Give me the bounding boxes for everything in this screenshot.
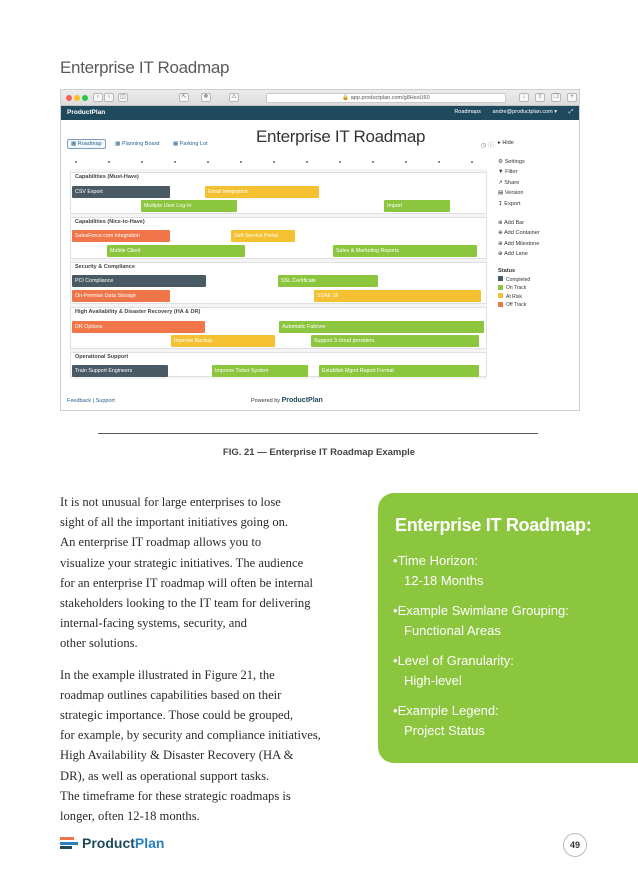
callout-box bbox=[378, 493, 638, 763]
forward-icon[interactable]: › bbox=[104, 93, 114, 102]
nav-right bbox=[444, 109, 573, 116]
roadmap-bar[interactable]: PCI Compliance bbox=[72, 275, 206, 287]
url-bar[interactable] bbox=[266, 93, 506, 103]
roadmap-controls bbox=[481, 140, 494, 149]
legend-label: Off Track bbox=[506, 302, 527, 309]
powered-by bbox=[251, 397, 323, 404]
sidebar-item-label: Add Milestone bbox=[503, 240, 540, 247]
roadmap-bar[interactable]: SSAE 16 bbox=[314, 290, 481, 302]
callout-item bbox=[393, 551, 633, 591]
roadmap-bar[interactable]: On-Premise Data Storage bbox=[72, 290, 170, 302]
callout-list bbox=[393, 551, 633, 751]
roadmap-bar[interactable]: Self-Service Portal bbox=[231, 230, 295, 242]
sidebar-item-label: Share bbox=[504, 179, 520, 186]
timeline-tick bbox=[240, 161, 242, 163]
timeline-tick bbox=[438, 161, 440, 163]
swimlane[interactable] bbox=[70, 262, 487, 304]
roadmap-bar[interactable]: Train Support Engineers bbox=[72, 365, 168, 377]
sidebar-item-label: Filter bbox=[505, 169, 518, 176]
roadmap-bar[interactable]: Automatic Failover bbox=[279, 321, 484, 333]
callout-item-value: Functional Areas bbox=[404, 623, 501, 638]
tab-roadmap[interactable] bbox=[67, 139, 106, 149]
legend-label: Completed bbox=[506, 276, 531, 283]
roadmap-bar[interactable]: Sales & Marketing Reports bbox=[333, 245, 477, 257]
new-tab-icon[interactable]: + bbox=[567, 93, 577, 102]
zoom-dot[interactable] bbox=[82, 95, 88, 101]
tabs-icon[interactable]: ❐ bbox=[551, 93, 561, 102]
nav-roadmaps-link[interactable]: Roadmaps bbox=[454, 109, 481, 115]
legend-label: At Risk bbox=[506, 293, 522, 300]
figure-caption: FIG. 21 — Enterprise IT Roadmap Example bbox=[222, 447, 416, 458]
body-text bbox=[60, 492, 370, 826]
roadmap-bar[interactable]: SalesForce.com Integration bbox=[72, 230, 170, 242]
gear-icon: ⚙ bbox=[498, 158, 505, 165]
tab-parking-lot[interactable] bbox=[169, 139, 212, 149]
roadmap-bar[interactable]: SSL Certificate bbox=[278, 275, 378, 287]
legend-swatch bbox=[498, 302, 503, 307]
url-text: app.productplan.com/g8HxoU60 bbox=[350, 95, 430, 101]
swimlane-label[interactable]: Capabilities (Nice-to-Have) bbox=[75, 219, 145, 225]
timeline-tick bbox=[207, 161, 209, 163]
minimize-dot[interactable] bbox=[74, 95, 80, 101]
add-milestone-button[interactable] bbox=[498, 239, 578, 250]
callout-item-value: Project Status bbox=[404, 723, 485, 738]
view-tabs bbox=[67, 139, 216, 149]
plus-circle-icon: ⊕ bbox=[498, 240, 504, 247]
add-container-button[interactable] bbox=[498, 228, 578, 239]
sidebar-item-label: Export bbox=[504, 200, 521, 207]
hide-toggle[interactable] bbox=[498, 138, 578, 149]
timeline-tick bbox=[306, 161, 308, 163]
paragraph: It is not unusual for large enterprises to lose sight of all the important initiatives going on. An enterprise IT roadmap allows you to visualize your strategic initiatives. The audience for an enterprise IT roadmap will often be internal stakeholders looking to the IT team for delivering internal-facing systems, security, and other solutions. bbox=[60, 495, 313, 651]
roadmap-bar[interactable]: Email Integration bbox=[205, 186, 319, 198]
legend-swatch bbox=[498, 276, 503, 281]
close-dot[interactable] bbox=[66, 95, 72, 101]
callout-item bbox=[393, 601, 633, 641]
legend-off-track bbox=[498, 301, 578, 310]
callout-item bbox=[393, 701, 633, 741]
callout-item bbox=[393, 651, 633, 691]
callout-item-label: • Example Legend: bbox=[393, 703, 499, 718]
timeline-tick bbox=[372, 161, 374, 163]
callout-item-label: • Time Horizon: bbox=[393, 553, 478, 568]
legend-completed bbox=[498, 276, 578, 285]
productplan-logo bbox=[60, 835, 164, 851]
swimlane-label[interactable]: Security & Compliance bbox=[75, 264, 135, 270]
add-lane-button[interactable] bbox=[498, 249, 578, 260]
filter-icon: ▼ bbox=[498, 169, 506, 176]
roadmap-bar[interactable]: CSV Export bbox=[72, 186, 170, 198]
swimlane[interactable] bbox=[70, 172, 487, 214]
export-icon: ↧ bbox=[498, 200, 505, 207]
logo-mark-icon bbox=[60, 837, 78, 849]
logo-product: Product bbox=[82, 835, 135, 851]
version-icon: ▤ bbox=[498, 190, 505, 197]
legend-at-risk bbox=[498, 293, 578, 302]
timeline-tick bbox=[273, 161, 275, 163]
extension-icon[interactable]: ⇱ bbox=[179, 93, 189, 102]
callout-item-value: High-level bbox=[404, 673, 462, 688]
roadmap-bar[interactable]: Multiple User Log-In bbox=[141, 200, 237, 212]
sidebar-item-share[interactable] bbox=[498, 178, 578, 189]
tab-label: Roadmap bbox=[77, 141, 102, 147]
timeline-tick bbox=[174, 161, 176, 163]
callout-item-label: • Example Swimlane Grouping: bbox=[393, 603, 569, 618]
roadmap-screenshot bbox=[60, 89, 580, 411]
caption-divider bbox=[98, 433, 538, 434]
sidebar-item-label: Add Bar bbox=[503, 219, 525, 226]
timeline-tick bbox=[339, 161, 341, 163]
roadmap-bar[interactable]: Establish Mgmt Report Format bbox=[319, 365, 479, 377]
roadmap-bar[interactable]: Improve Ticket System bbox=[212, 365, 308, 377]
roadmap-bar[interactable]: DR Options bbox=[72, 321, 205, 333]
powered-logo: ProductPlan bbox=[281, 397, 323, 404]
app-brand[interactable]: ProductPlan bbox=[67, 109, 106, 116]
tab-label: Planning Board bbox=[121, 141, 160, 147]
back-icon[interactable]: ‹ bbox=[93, 93, 103, 102]
sidebar-item-version[interactable] bbox=[498, 188, 578, 199]
sidebar-item-label: Add Lane bbox=[503, 251, 528, 258]
roadmap-bar[interactable]: Improve Backup bbox=[171, 335, 275, 347]
timeline-tick bbox=[405, 161, 407, 163]
status-heading: Status bbox=[498, 267, 516, 274]
legend-swatch bbox=[498, 293, 503, 298]
browser-chrome bbox=[61, 90, 579, 106]
swimlane-label[interactable]: High Availability & Disaster Recovery (HA & DR) bbox=[75, 309, 201, 315]
swimlane[interactable] bbox=[70, 307, 487, 349]
swimlane[interactable] bbox=[70, 217, 487, 259]
caret-right-icon: ▸ bbox=[498, 140, 503, 146]
help-icon[interactable]: ⓘ bbox=[487, 143, 494, 149]
callout-item-value: 12-18 Months bbox=[404, 573, 484, 588]
roadmap-sidebar bbox=[498, 138, 578, 310]
parking-tab-icon: ▦ bbox=[173, 141, 180, 147]
lock-icon: 🔒 bbox=[342, 95, 351, 101]
tab-label: Parking Lot bbox=[179, 141, 208, 147]
tab-planning-board[interactable] bbox=[111, 139, 163, 149]
sidebar-item-label: Add Container bbox=[503, 230, 540, 237]
page-title: Enterprise IT Roadmap bbox=[60, 58, 230, 77]
plus-circle-icon: ⊕ bbox=[498, 219, 504, 226]
extension-icon-2[interactable]: ❖ bbox=[201, 93, 211, 102]
timeline-tick bbox=[141, 161, 143, 163]
roadmap-title: Enterprise IT Roadmap bbox=[256, 127, 426, 146]
timeline-ticks bbox=[75, 161, 475, 167]
timeline-tick bbox=[471, 161, 473, 163]
clock-icon[interactable]: ◷ bbox=[481, 143, 487, 149]
hide-label: Hide bbox=[502, 140, 514, 146]
board-tab-icon: ▦ bbox=[115, 141, 122, 147]
plus-circle-icon: ⊕ bbox=[498, 230, 504, 237]
timeline-tick bbox=[75, 161, 77, 163]
roadmap-bar[interactable]: Import bbox=[384, 200, 450, 212]
swimlane-label[interactable]: Operational Support bbox=[75, 354, 129, 360]
roadmap-bar[interactable]: Mobile Client bbox=[107, 245, 245, 257]
legend-label: On Track bbox=[506, 285, 527, 292]
legend-swatch bbox=[498, 285, 503, 290]
swimlane-label[interactable]: Capabilities (Must-Have) bbox=[75, 174, 139, 180]
add-bar-button[interactable] bbox=[498, 218, 578, 229]
sidebar-icon[interactable]: ◫ bbox=[118, 93, 128, 102]
app-navbar bbox=[61, 106, 579, 120]
timeline-tick bbox=[108, 161, 110, 163]
download-icon[interactable]: ↓ bbox=[519, 93, 529, 102]
share-icon: ↗ bbox=[498, 179, 505, 186]
page-number: 49 bbox=[563, 833, 587, 857]
roadmap-bar[interactable]: Support 3 cloud providers bbox=[311, 335, 479, 347]
nav-user-menu[interactable]: andre@productplan.com ▾ bbox=[492, 109, 558, 115]
swimlanes bbox=[70, 169, 487, 379]
feedback-support-links[interactable]: Feedback | Support bbox=[67, 398, 115, 404]
roadmap-tab-icon: ▦ bbox=[71, 141, 78, 147]
callout-item-label: • Level of Granularity: bbox=[393, 653, 514, 668]
sidebar-item-export[interactable] bbox=[498, 199, 578, 210]
callout-title: Enterprise IT Roadmap: bbox=[395, 515, 592, 535]
powered-by-label: Powered by bbox=[251, 398, 281, 404]
warning-icon[interactable]: ⚠ bbox=[229, 93, 239, 102]
share-icon[interactable]: ⇧ bbox=[535, 93, 545, 102]
sidebar-item-label: Settings bbox=[504, 158, 525, 165]
sidebar-item-settings[interactable] bbox=[498, 157, 578, 168]
swimlane[interactable] bbox=[70, 352, 487, 377]
logo-plan: Plan bbox=[134, 835, 165, 851]
legend-on-track bbox=[498, 284, 578, 293]
sidebar-item-label: Version bbox=[504, 190, 524, 197]
expand-icon[interactable]: ⤢ bbox=[568, 109, 573, 115]
plus-circle-icon: ⊕ bbox=[498, 251, 504, 258]
paragraph: In the example illustrated in Figure 21, the roadmap outlines capabilities based on their strategic importance. Those could be grouped, for example, by security and compliance initiatives, High Availability & Disaster Recovery (HA & DR), as well as operational support tasks. The timeframe for these strategic roadmaps is longer, often 12-18 months. bbox=[60, 667, 321, 824]
sidebar-item-filter[interactable] bbox=[498, 167, 578, 178]
